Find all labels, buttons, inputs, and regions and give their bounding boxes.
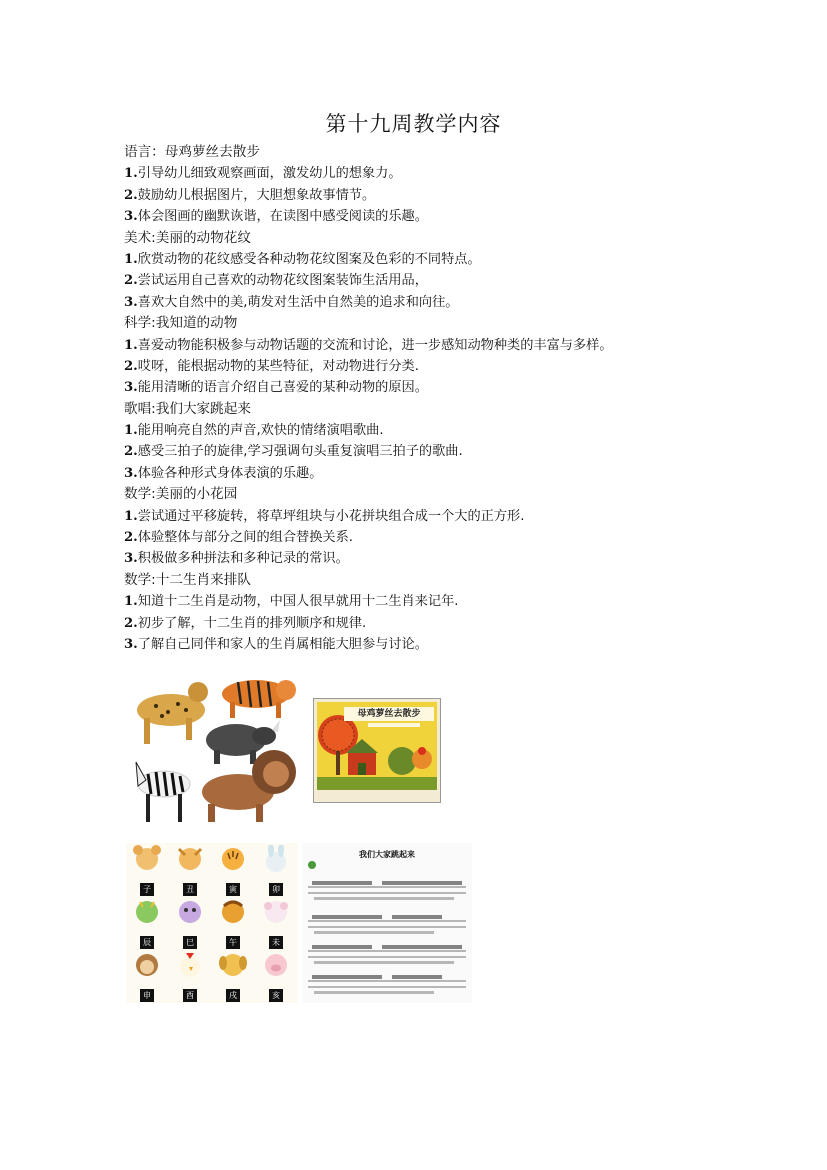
list-item (124, 163, 724, 184)
zodiac-cell (214, 845, 252, 896)
item-text: 尝试通过平移旋转，将草坪组块与小花拼块组合成一个大的正方形. (137, 508, 525, 524)
list-item (124, 634, 724, 655)
list-item (124, 185, 724, 206)
list-item (124, 270, 724, 291)
zodiac-cell (214, 951, 252, 1002)
zodiac-label: 寅 (226, 883, 240, 896)
zodiac-cell (257, 845, 295, 896)
tiger-figure (222, 680, 296, 718)
zodiac-cell (257, 898, 295, 949)
item-text: 引导幼儿细致观察画面，激发幼儿的想象力。 (137, 166, 402, 182)
page-title: 第十九周教学内容 (325, 112, 502, 136)
list-item (124, 548, 724, 569)
item-text: 欣赏动物的花纹感受各种动物花纹图案及色彩的不同特点。 (137, 251, 481, 267)
item-number: 3. (124, 636, 138, 652)
book-cover-title: 母鸡萝丝去散步 (357, 709, 421, 719)
zodiac-cell (128, 951, 166, 1002)
zodiac-cell (171, 845, 209, 896)
section-heading: 数学:美丽的小花园 (124, 486, 238, 503)
list-item (124, 356, 724, 377)
item-number: 2. (124, 358, 138, 374)
book-cover-image (313, 698, 441, 803)
item-text: 能用清晰的语言介绍自己喜爱的某种动物的原因。 (137, 380, 428, 396)
music-score-image (302, 843, 472, 1003)
item-number: 2. (124, 187, 138, 203)
list-item (124, 591, 724, 612)
section-heading: 歌唱:我们大家跳起来 (124, 400, 251, 417)
list-item (124, 249, 724, 270)
zodiac-label: 巳 (183, 936, 197, 949)
item-text: 体验各种形式身体表演的乐趣。 (137, 465, 323, 481)
item-number: 3. (124, 294, 138, 310)
list-item (124, 377, 724, 398)
zodiac-animals-image (126, 843, 298, 1003)
item-text: 喜欢大自然中的美,萌发对生活中自然美的追求和向往。 (137, 294, 459, 310)
item-number: 3. (124, 551, 138, 567)
animal-figurines-image (126, 672, 298, 830)
zodiac-label: 丑 (183, 883, 197, 896)
item-number: 3. (124, 209, 138, 225)
item-text: 体验整体与部分之间的组合替换关系. (137, 530, 353, 546)
item-text: 感受三拍子的旋律,学习强调句头重复演唱三拍子的歌曲. (137, 444, 463, 460)
section-heading: 语言：母鸡萝丝去散步 (124, 144, 260, 160)
zodiac-cell (128, 898, 166, 949)
zodiac-label: 辰 (140, 936, 154, 949)
item-text: 初步了解，十二生肖的排列顺序和规律. (137, 615, 367, 631)
list-item (124, 506, 724, 527)
zodiac-label: 亥 (269, 989, 283, 1002)
list-item (124, 463, 724, 484)
item-number: 1. (124, 166, 138, 182)
item-text: 知道十二生肖是动物，中国人很早就用十二生肖来记年. (137, 594, 459, 610)
zodiac-label: 卯 (269, 883, 283, 896)
content-body (124, 142, 724, 655)
list-item (124, 206, 724, 227)
item-number: 2. (124, 615, 138, 631)
zebra-figure (136, 762, 190, 822)
zodiac-label: 申 (140, 989, 154, 1002)
item-number: 1. (124, 594, 138, 610)
item-number: 1. (124, 508, 138, 524)
item-number: 1. (124, 251, 138, 267)
item-text: 了解自己同伴和家人的生肖属相能大胆参与讨论。 (137, 636, 428, 652)
leopard-figure (137, 682, 208, 744)
section-heading: 数学:十二生肖来排队 (124, 571, 251, 588)
section-heading: 美术:美丽的动物花纹 (124, 229, 251, 246)
item-text: 尝试运用自己喜欢的动物花纹图案装饰生活用品， (137, 273, 428, 289)
zodiac-label: 戌 (226, 989, 240, 1002)
item-number: 1. (124, 423, 138, 439)
zodiac-cell (171, 898, 209, 949)
zodiac-label: 酉 (183, 989, 197, 1002)
zodiac-cell (257, 951, 295, 1002)
item-number: 2. (124, 273, 138, 289)
item-number: 2. (124, 444, 138, 460)
zodiac-cell (214, 898, 252, 949)
item-text: 鼓励幼儿根据图片，大胆想象故事情节。 (137, 187, 376, 203)
item-number: 3. (124, 380, 138, 396)
section-heading: 科学:我知道的动物 (124, 315, 238, 332)
zodiac-label: 午 (226, 936, 240, 949)
item-text: 哎呀，能根据动物的某些特征，对动物进行分类. (137, 358, 419, 374)
item-text: 积极做多种拼法和多种记录的常识。 (137, 551, 349, 567)
list-item (124, 292, 724, 313)
list-item (124, 335, 724, 356)
score-title: 我们大家跳起来 (359, 850, 415, 859)
item-number: 3. (124, 465, 138, 481)
item-number: 2. (124, 530, 138, 546)
list-item (124, 441, 724, 462)
item-text: 体会图画的幽默诙谐，在读图中感受阅读的乐趣。 (137, 209, 428, 225)
zodiac-label: 子 (140, 883, 154, 896)
item-text: 能用响亮自然的声音,欢快的情绪演唱歌曲. (137, 423, 384, 439)
list-item (124, 420, 724, 441)
zodiac-label: 未 (269, 936, 283, 949)
list-item (124, 613, 724, 634)
item-text: 喜爱动物能积极参与动物话题的交流和讨论，进一步感知动物种类的丰富与多样。 (137, 337, 613, 353)
zodiac-cell (128, 845, 166, 896)
item-number: 1. (124, 337, 138, 353)
list-item (124, 527, 724, 548)
zodiac-cell (171, 951, 209, 1002)
